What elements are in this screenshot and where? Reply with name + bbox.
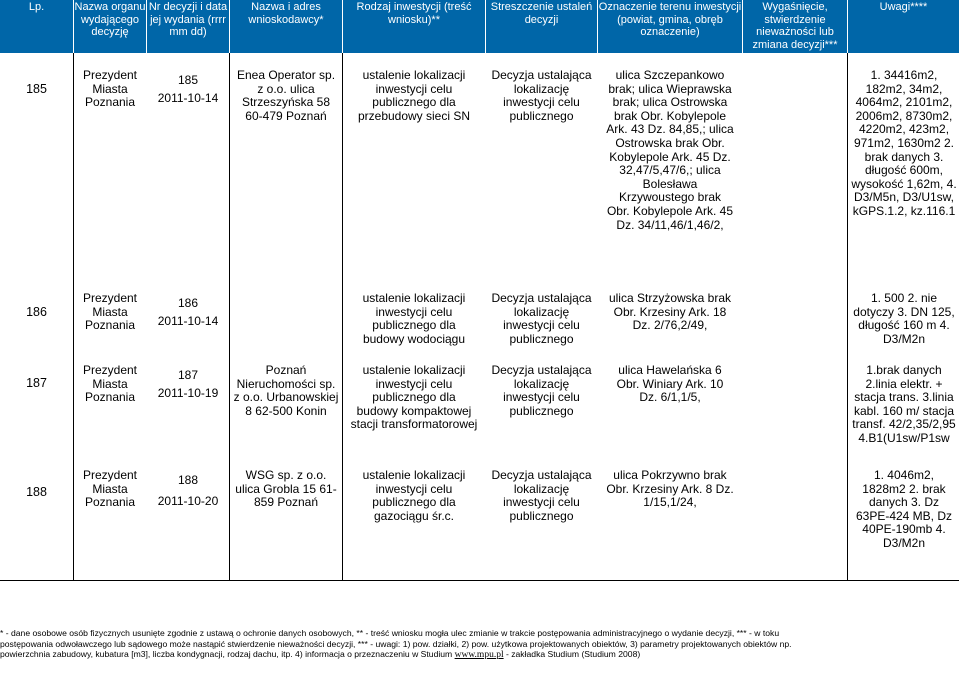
- header-uwagi: Uwagi****: [879, 1, 928, 13]
- table-header: [0, 0, 959, 53]
- row-teren: ulica Pokrzywno brak Obr. Krzesiny Ark. 8 Dz. 1/15,1/24,: [606, 468, 734, 510]
- footnote-text: - zakładka Studium (Studium 2008): [503, 649, 641, 660]
- row-streszczenie: Decyzja ustalająca lokalizację inwestycji celu publicznego: [491, 291, 592, 346]
- row-organ: Prezydent Miasta Poznania: [82, 291, 138, 333]
- row-date: 2011-10-14: [157, 314, 219, 328]
- row-teren: ulica Szczepankowo brak; ulica Wieprawska brak; ulica Ostrowska brak Obr. Kobylepole Ark. 43 Dz. 84,85,; ulica Ostrowska brak Obr. Kobylepole Ark. 45 Dz. 32,47/5,47/6,; ulica Bolesława Krzywoustego brak Obr. Kobylepole Ark. 45 Dz. 34/11,46/1,46/2,: [606, 68, 734, 232]
- row-wnioskodawca: Enea Operator sp. z o.o. ulica Strzeszyńska 58 60-479 Poznań: [236, 68, 336, 123]
- grid-line: [847, 53, 848, 581]
- row-teren: ulica Hawelańska 6 Obr. Winiary Ark. 10 Dz. 6/1,1/5,: [616, 363, 724, 405]
- footnote-line: postępowania odwoławczego lub sądowego może nastąpić stwierdzenie nieważności decyzji, *** - uwagi: 1) pow. działki, 2) pow. użytkowa projektowanych obiektów, 3) parametry projektowanych obiektów np.: [0, 638, 792, 649]
- header-teren: Oznaczenie terenu inwestycji (powiat, gmina, obręb oznaczenie): [598, 1, 742, 38]
- row-lp: 186: [26, 305, 47, 319]
- row-uwagi: 1.brak danych 2.linia elektr. + stacja trans. 3.linia kabl. 160 m/ stacja transf. 42/2,35/2,95 4.B1(U1sw/P1sw: [852, 363, 956, 445]
- row-uwagi: 1. 34416m2, 182m2, 34m2, 4064m2, 2101m2, 2006m2, 8730m2, 4220m2, 423m2, 971m2, 1630m2 2. brak danych 3. długość 600m, wysokość 1,62m, 4. D3/M5n, D3/U1sw, kGPS.1.2, kz.116.1: [851, 68, 957, 218]
- row-nr: 188: [177, 473, 199, 487]
- row-uwagi: 1. 4046m2, 1828m2 2. brak danych 3. Dz 63PE-424 MB, Dz 40PE-190mb 4. D3/M2n: [855, 468, 953, 550]
- row-wnioskodawca: WSG sp. z o.o. ulica Grobla 15 61-859 Poznań: [235, 468, 337, 510]
- row-organ: Prezydent Miasta Poznania: [82, 68, 138, 110]
- header-wygasniecie: Wygaśnięcie, stwierdzenie nieważności lub zmiana decyzji***: [752, 1, 838, 51]
- row-rodzaj: ustalenie lokalizacji inwestycji celu publicznego dla gazociągu śr.c.: [362, 468, 466, 523]
- footnotes: [0, 628, 959, 661]
- row-organ: Prezydent Miasta Poznania: [82, 363, 138, 405]
- grid-line: [229, 53, 230, 581]
- header-wnioskodawca: Nazwa i adres wnioskodawcy*: [248, 1, 324, 26]
- header-organ: Nazwa organu wydającego decyzję: [74, 1, 146, 38]
- row-date: 2011-10-20: [157, 494, 219, 508]
- row-date: 2011-10-14: [157, 91, 219, 105]
- header-nr-decyzji: Nr decyzji i data jej wydania (rrrr mm dd): [148, 1, 228, 38]
- row-nr: 185: [177, 73, 199, 87]
- row-lp: 188: [26, 485, 47, 499]
- row-lp: 187: [26, 376, 47, 390]
- row-organ: Prezydent Miasta Poznania: [82, 468, 138, 510]
- row-streszczenie: Decyzja ustalająca lokalizację inwestycji celu publicznego: [491, 468, 592, 523]
- header-rodzaj: Rodzaj inwestycji (treść wniosku)**: [356, 1, 472, 26]
- grid-line: [342, 53, 343, 581]
- footnote-text: powierzchnia zabudowy, kubatura [m3], liczba kondygnacji, rodzaj dachu, itp. 4) informacja o przeznaczeniu w Studium: [0, 649, 455, 660]
- row-lp: 185: [26, 82, 47, 96]
- header-streszczenie: Streszczenie ustaleń decyzji: [490, 1, 593, 26]
- row-streszczenie: Decyzja ustalająca lokalizację inwestycji celu publicznego: [491, 68, 592, 123]
- row-date: 2011-10-19: [157, 386, 219, 400]
- row-nr: 187: [177, 368, 199, 382]
- table-bottom-border: [0, 580, 959, 581]
- row-rodzaj: ustalenie lokalizacji inwestycji celu publicznego dla budowy kompaktowej stacji transformatorowej: [350, 363, 478, 432]
- row-streszczenie: Decyzja ustalająca lokalizację inwestycji celu publicznego: [491, 363, 592, 418]
- studium-link[interactable]: www.mpu.pl: [454, 650, 504, 661]
- row-nr: 186: [177, 296, 199, 310]
- row-uwagi: 1. 500 2. nie dotyczy 3. DN 125, długość 160 m 4. D3/M2n: [853, 291, 955, 346]
- header-lp: Lp.: [28, 1, 45, 13]
- row-rodzaj: ustalenie lokalizacji inwestycji celu publicznego dla przebudowy sieci SN: [357, 68, 471, 123]
- row-wnioskodawca: Poznań Nieruchomości sp. z o.o. Urbanowskiej 8 62-500 Konin: [233, 363, 339, 418]
- footnote-line: [0, 649, 959, 661]
- footnote-line: * - dane osobowe osób fizycznych usunięte zgodnie z ustawą o ochronie danych osobowych, ** - treść wniosku mogła ulec zmianie w trakcie postępowania administracyjnego o wydanie decyzji, *** - w toku: [0, 628, 780, 638]
- row-teren: ulica Strzyżowska brak Obr. Krzesiny Ark. 18 Dz. 2/76,2/49,: [608, 291, 732, 333]
- row-rodzaj: ustalenie lokalizacji inwestycji celu publicznego dla budowy wodociągu: [362, 291, 466, 346]
